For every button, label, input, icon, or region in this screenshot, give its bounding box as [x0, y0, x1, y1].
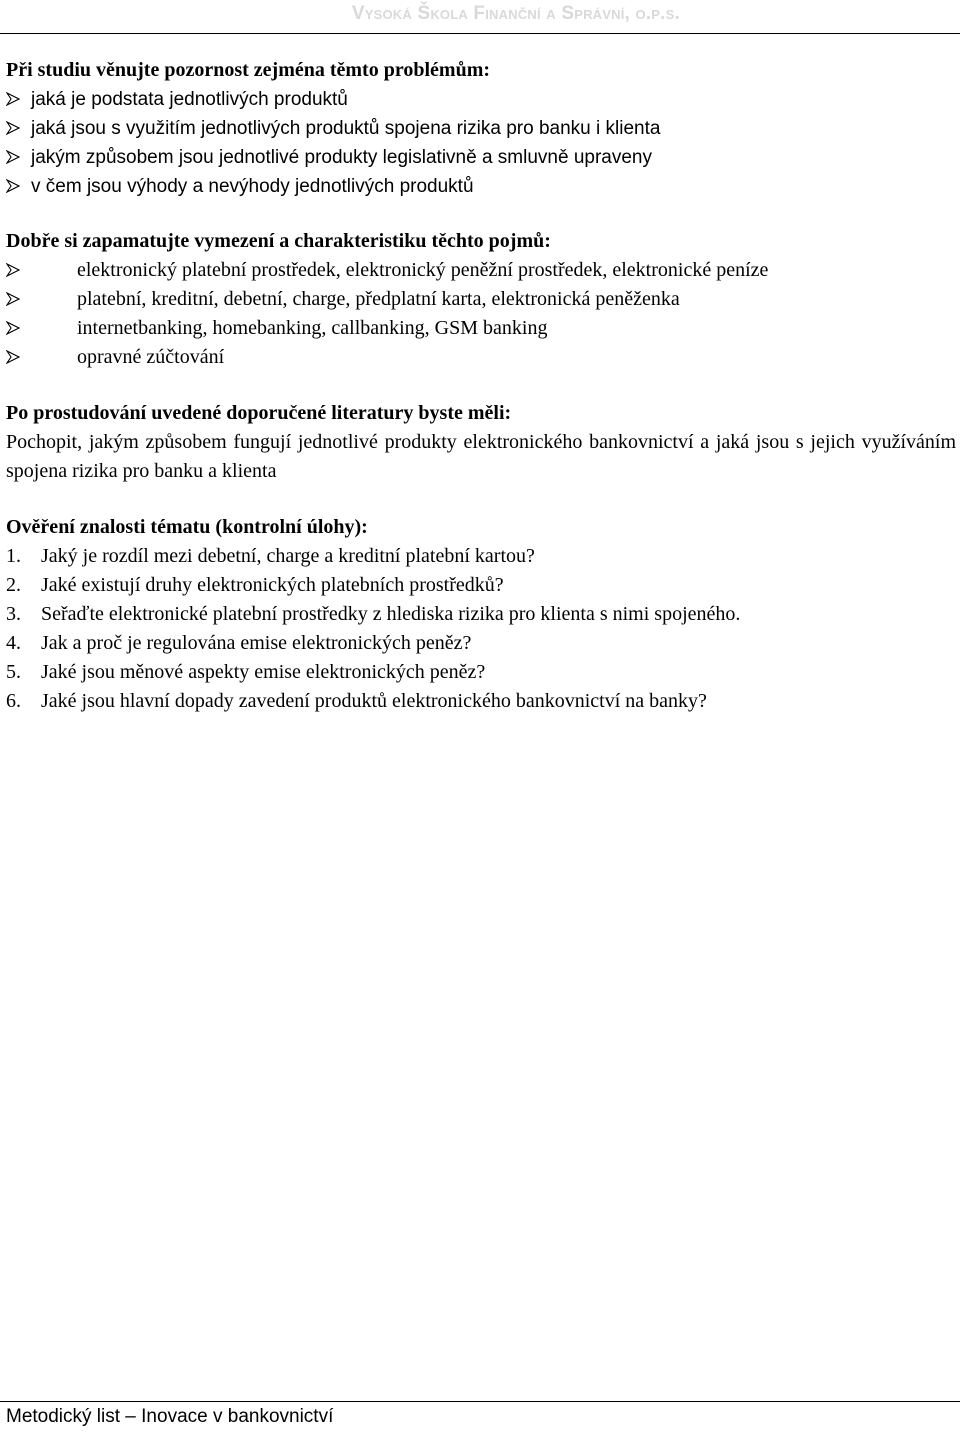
- question-text: Jak a proč je regulována emise elektronických peněz?: [41, 632, 472, 654]
- page-footer: Metodický list – Inovace v bankovnictví: [6, 1406, 334, 1427]
- list-item: [6, 143, 956, 172]
- question-text: Seřaďte elektronické platební prostředky z hlediska rizika pro klienta s nimi spojeného.: [41, 603, 741, 625]
- arrow-bullet-icon: [6, 179, 20, 193]
- list-item: [6, 256, 956, 285]
- question-number: 1.: [6, 545, 21, 567]
- question-number: 2.: [6, 574, 21, 596]
- question-number: 3.: [6, 603, 21, 625]
- section-heading: Ověření znalosti tématu (kontrolní úlohy):: [6, 516, 368, 538]
- outcomes-paragraph: Pochopit, jakým způsobem fungují jednotlivé produkty elektronického bankovnictví a jaká jsou s jejich využíváním spojena rizika pro banku a klienta: [6, 431, 956, 482]
- question-item: [6, 571, 956, 600]
- list-item-text: jaká jsou s využitím jednotlivých produktů spojena rizika pro banku i klienta: [31, 118, 661, 139]
- list-item-text: elektronický platební prostředek, elektronický peněžní prostředek, elektronické peníze: [77, 259, 769, 281]
- header-divider: [0, 33, 960, 34]
- list-item-text: opravné zúčtování: [77, 346, 225, 368]
- footer-divider: [0, 1401, 960, 1402]
- list-item: [6, 114, 956, 143]
- list-item-text: jaká je podstata jednotlivých produktů: [31, 89, 348, 110]
- list-item: [6, 314, 956, 343]
- question-number: 4.: [6, 632, 21, 654]
- list-item: [6, 343, 956, 372]
- question-text: Jaké jsou hlavní dopady zavedení produktů elektronického bankovnictví na banky?: [41, 690, 707, 712]
- question-text: Jaké existují druhy elektronických platebních prostředků?: [41, 574, 504, 596]
- question-item: [6, 542, 956, 571]
- question-number: 5.: [6, 661, 21, 683]
- list-item-text: v čem jsou výhody a nevýhody jednotlivých produktů: [31, 176, 474, 197]
- section-heading: Dobře si zapamatujte vymezení a charakteristiku těchto pojmů:: [6, 230, 551, 252]
- section-questions: [6, 513, 956, 716]
- question-item: [6, 600, 956, 629]
- section-study-focus: [6, 56, 956, 201]
- list-item-text: platební, kreditní, debetní, charge, předplatní karta, elektronická peněženka: [77, 288, 680, 310]
- list-item: [6, 285, 956, 314]
- arrow-bullet-icon: [6, 121, 20, 135]
- section-heading: Po prostudování uvedené doporučené literatury byste měli:: [6, 402, 512, 424]
- question-number: 6.: [6, 690, 21, 712]
- arrow-bullet-icon: [6, 92, 20, 106]
- arrow-bullet-icon: [6, 350, 20, 364]
- arrow-bullet-icon: [6, 321, 20, 335]
- list-item-text: internetbanking, homebanking, callbanking, GSM banking: [77, 317, 548, 339]
- arrow-bullet-icon: [6, 263, 20, 277]
- question-text: Jaký je rozdíl mezi debetní, charge a kreditní platební kartou?: [41, 545, 535, 567]
- section-terms: [6, 227, 956, 372]
- question-item: [6, 658, 956, 687]
- arrow-bullet-icon: [6, 150, 20, 164]
- list-item-text: jakým způsobem jsou jednotlivé produkty legislativně a smluvně upraveny: [31, 147, 652, 168]
- section-outcomes: [6, 399, 956, 486]
- question-item: [6, 687, 956, 716]
- section-heading: Při studiu věnujte pozornost zejména těmto problémům:: [6, 59, 491, 81]
- question-item: [6, 629, 956, 658]
- list-item: [6, 85, 956, 114]
- question-text: Jaké jsou měnové aspekty emise elektronických peněz?: [41, 661, 486, 683]
- page-header-school-name: Vysoká Škola Finanční a Správní, o.p.s.: [351, 3, 680, 24]
- list-item: [6, 172, 956, 201]
- arrow-bullet-icon: [6, 292, 20, 306]
